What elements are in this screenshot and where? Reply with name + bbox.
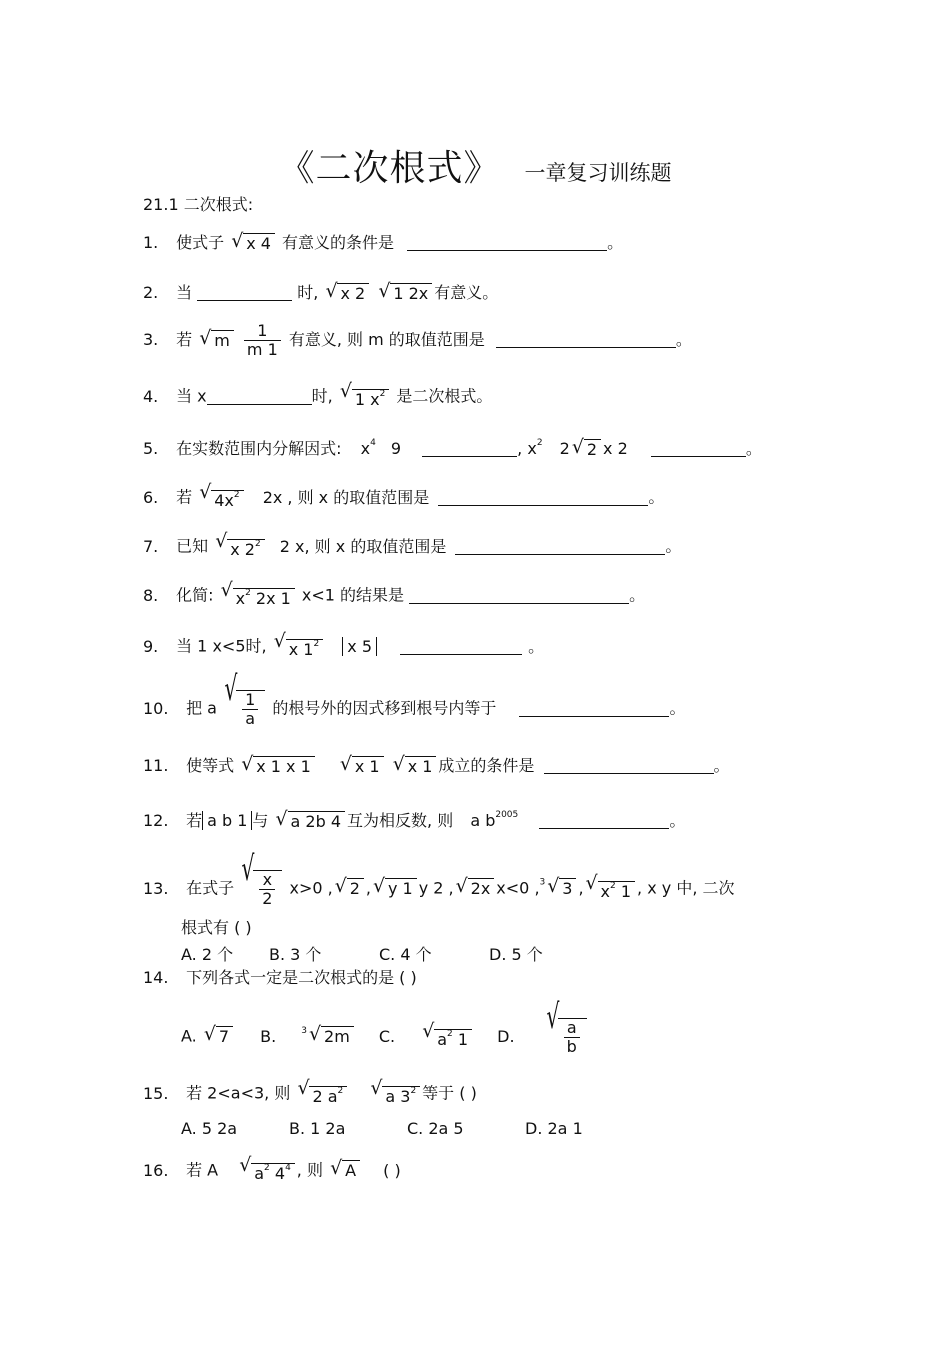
cube-root: √ 2m — [309, 1026, 354, 1048]
sqrt: √ 2x — [456, 878, 495, 900]
question-12: 12. 若 a b 1 与 √ a 2b 4 互为相反数, 则 a $b^{2005}$ 。 — [143, 804, 685, 833]
question-8: 8. 化简: √ $x^2$ 2x 1 x<1 的结果是 。 — [143, 582, 645, 610]
question-14-options: A. √ 7 B. $^3$√ 2m C. √ $a^2$ 1 D. √ $\frac{a}{b}$ — [181, 1018, 589, 1056]
answer-blank[interactable] — [422, 440, 517, 457]
question-1: 1. 使式子 √ x 4 有意义的条件是 。 — [143, 232, 623, 255]
option-d[interactable]: D. — [497, 1026, 515, 1046]
question-3: 3. 若 √ m $\frac{1}{m 1}$ 有意义, 则 m 的取值范围是 。 — [143, 322, 692, 359]
option-c[interactable]: C. — [378, 1026, 396, 1046]
answer-blank[interactable] — [455, 538, 665, 555]
section-heading: 21.1 二次根式: — [143, 195, 254, 214]
question-11: 11. 使等式 √ x 1 x 1 √ x 1 √ x 1 成立的条件是 。 — [143, 755, 730, 778]
option-a[interactable]: A. 5 2a — [181, 1119, 238, 1138]
option-a[interactable]: A. — [181, 1026, 197, 1046]
absolute-value: a b 1 — [202, 811, 252, 830]
answer-blank[interactable] — [207, 388, 312, 405]
sqrt: √ $x^2$ 1 — [586, 875, 635, 903]
answer-blank[interactable] — [651, 440, 746, 457]
option-b[interactable]: B. — [260, 1026, 277, 1046]
sqrt: √ x $1^2$ — [274, 633, 323, 661]
sqrt: √ 1 $x^2$ — [340, 383, 389, 411]
answer-blank[interactable] — [438, 489, 648, 506]
sqrt: √ x 1 x 1 — [241, 756, 315, 778]
question-15-options — [181, 1118, 583, 1140]
question-13-line2: 根式有 ( ) — [181, 918, 252, 937]
fraction: √ $\frac{1}{a}$ — [242, 691, 258, 728]
fraction: √ $\frac{x}{2}$ — [259, 871, 275, 908]
question-2: 2. 当 时, √ x 2 √ 1 2x 有意义。 — [143, 282, 498, 305]
answer-blank[interactable] — [544, 757, 714, 774]
sqrt: √ x $2^2$ — [215, 533, 264, 561]
option-c[interactable]: C. 4 个 — [379, 945, 432, 964]
sqrt: √ a $3^2$ — [370, 1080, 420, 1108]
option-c[interactable]: C. 2a 5 — [407, 1119, 464, 1138]
sqrt: √ 2 — [572, 439, 601, 461]
answer-blank[interactable] — [409, 587, 629, 604]
answer-blank[interactable] — [496, 331, 676, 348]
sqrt: √ x 1 — [340, 756, 384, 778]
answer-blank[interactable] — [519, 700, 669, 717]
sqrt: √ m — [199, 330, 234, 352]
sqrt — [546, 1018, 587, 1056]
answer-blank[interactable] — [539, 812, 669, 829]
option-a[interactable]: A. 2 个 — [181, 945, 234, 964]
question-7: 7. 已知 √ x $2^2$ 2 x, 则 x 的取值范围是 。 — [143, 533, 681, 561]
sqrt — [224, 690, 265, 728]
sqrt: √ A — [330, 1160, 360, 1182]
question-13: 13. 在式子 √ $\frac{x}{2}$ x>0 ,√ 2 ,√ y 1 y 2 ,√ 2x x<0 ,$^3$√ 3 ,√ $x^2$ 1 , x y 中, 二次 — [143, 870, 735, 908]
sqrt: √ $4x^2$ — [199, 484, 243, 512]
sqrt: √ 1 2x — [378, 283, 432, 305]
sqrt: √ 2 — [335, 878, 364, 900]
question-9: 9. 当 1 x<5时, √ x $1^2$ x 5 。 — [143, 633, 544, 661]
sqrt: √ $a^2$ 1 — [422, 1023, 472, 1051]
question-13-options — [181, 944, 543, 966]
option-b[interactable]: B. 1 2a — [289, 1119, 346, 1138]
sqrt: √ x 1 — [393, 756, 437, 778]
question-16: 16. 若 A √ $a^2$ $4^4$ , 则 √ A ( ) — [143, 1157, 401, 1185]
sqrt — [241, 870, 282, 908]
answer-blank[interactable] — [197, 284, 292, 301]
sqrt: √ 7 — [204, 1026, 233, 1048]
worksheet-title — [0, 140, 950, 191]
question-15: 15. 若 2<a<3, 则 √ 2 $a^2$ √ a $3^2$ 等于 ( ) — [143, 1080, 477, 1108]
cube-root: √ 3 — [547, 878, 576, 900]
option-b[interactable]: B. 3 个 — [269, 945, 322, 964]
sqrt: √ x 4 — [231, 233, 275, 255]
question-6: 6. 若 √ $4x^2$ 2x , 则 x 的取值范围是 。 — [143, 484, 664, 512]
absolute-value: x 5 — [342, 637, 377, 656]
sqrt: √ 2 $a^2$ — [297, 1080, 347, 1108]
option-d[interactable]: D. 2a 1 — [525, 1119, 583, 1138]
question-14: 14. 下列各式一定是二次根式的是 ( ) — [143, 968, 417, 987]
sqrt: √ $a^2$ $4^4$ — [239, 1157, 295, 1185]
question-10: 10. 把 a √ $\frac{1}{a}$ 的根号外的因式移到根号内等于 。 — [143, 690, 686, 728]
title-sub: 一章复习训练题 — [524, 161, 672, 185]
title-main: 《二次根式》 — [278, 148, 501, 189]
question-5: 5. 在实数范围内分解因式: $x^4$ 9 , $x^2$ 2√ 2 x 2 。 — [143, 432, 762, 461]
fraction: $\frac{1}{m 1}$ — [244, 322, 281, 359]
answer-blank[interactable] — [400, 638, 522, 655]
sqrt: √ x 2 — [325, 283, 369, 305]
fraction: √ $\frac{a}{b}$ — [564, 1019, 580, 1056]
answer-blank[interactable] — [407, 234, 607, 251]
sqrt: √ a 2b 4 — [276, 811, 346, 833]
sqrt: √ $x^2$ 2x 1 — [221, 582, 295, 610]
question-4: 4. 当 x 时, √ 1 $x^2$ 是二次根式。 — [143, 383, 492, 411]
option-d[interactable]: D. 5 个 — [489, 945, 543, 964]
sqrt: √ y 1 — [373, 878, 417, 900]
